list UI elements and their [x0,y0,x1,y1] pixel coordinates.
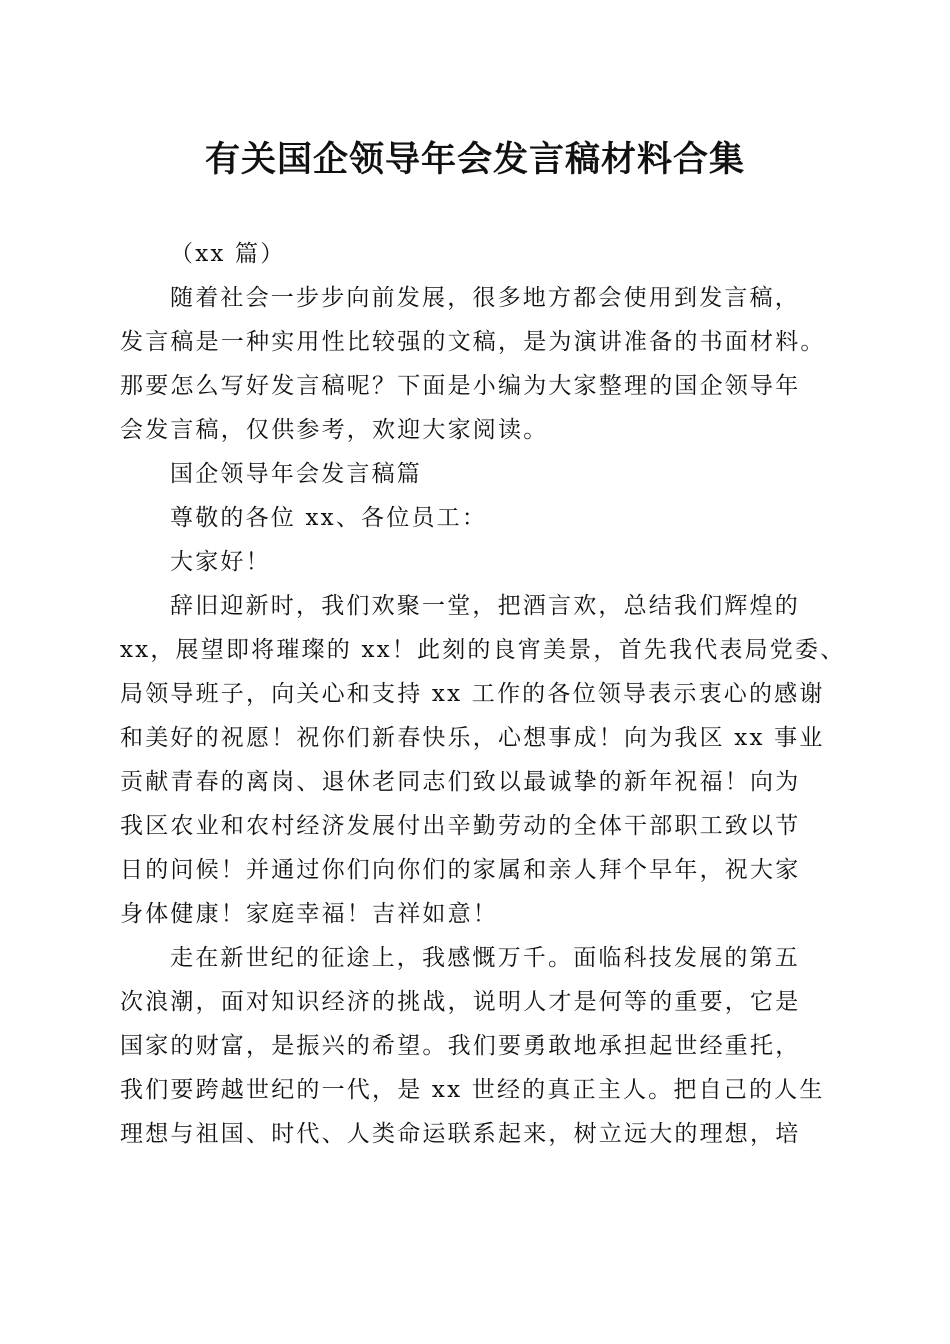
text-line: 尊敬的各位 xx、各位员工： [170,505,488,531]
text-line: 理想与祖国、时代、人类命运联系起来，树立远大的理想，培 [120,1121,801,1147]
document-title: 有关国企领导年会发言稿材料合集 [204,139,745,180]
text-line: （xx 篇） [170,241,286,267]
document-body [120,232,846,1156]
text-line: 和美好的祝愿！祝你们新春快乐，心想事成！向为我区 xx 事业 [120,725,825,751]
text-line: xx，展望即将璀璨的 xx！此刻的良宵美景，首先我代表局党委、 [120,637,846,663]
text-line: 走在新世纪的征途上，我感慨万千。面临科技发展的第五 [170,945,800,971]
text-line: 大家好！ [170,549,271,575]
text-line: 那要怎么写好发言稿呢？下面是小编为大家整理的国企领导年 [120,373,801,399]
text-line: 我们要跨越世纪的一代，是 xx 世经的真正主人。把自己的人生 [120,1077,825,1103]
text-line: 辞旧迎新时，我们欢聚一堂，把酒言欢，总结我们辉煌的 [170,593,800,619]
text-line: 发言稿是一种实用性比较强的文稿，是为演讲准备的书面材料。 [120,329,826,355]
text-line: 随着社会一步步向前发展，很多地方都会使用到发言稿， [170,285,800,311]
text-line: 次浪潮，面对知识经济的挑战，说明人才是何等的重要，它是 [120,989,801,1015]
text-line: 会发言稿，仅供参考，欢迎大家阅读。 [120,417,549,443]
text-line: 局领导班子，向关心和支持 xx 工作的各位领导表示衷心的感谢 [120,681,825,707]
text-line: 贡献青春的离岗、退休老同志们致以最诚挚的新年祝福！向为 [120,769,801,795]
text-line: 日的问候！并通过你们向你们的家属和亲人拜个早年，祝大家 [120,857,801,883]
text-line: 国企领导年会发言稿篇 [170,461,422,487]
text-line: 身体健康！家庭幸福！吉祥如意！ [120,901,498,927]
text-line: 我区农业和农村经济发展付出辛勤劳动的全体干部职工致以节 [120,813,801,839]
text-line: 国家的财富，是振兴的希望。我们要勇敢地承担起世经重托， [120,1033,801,1059]
